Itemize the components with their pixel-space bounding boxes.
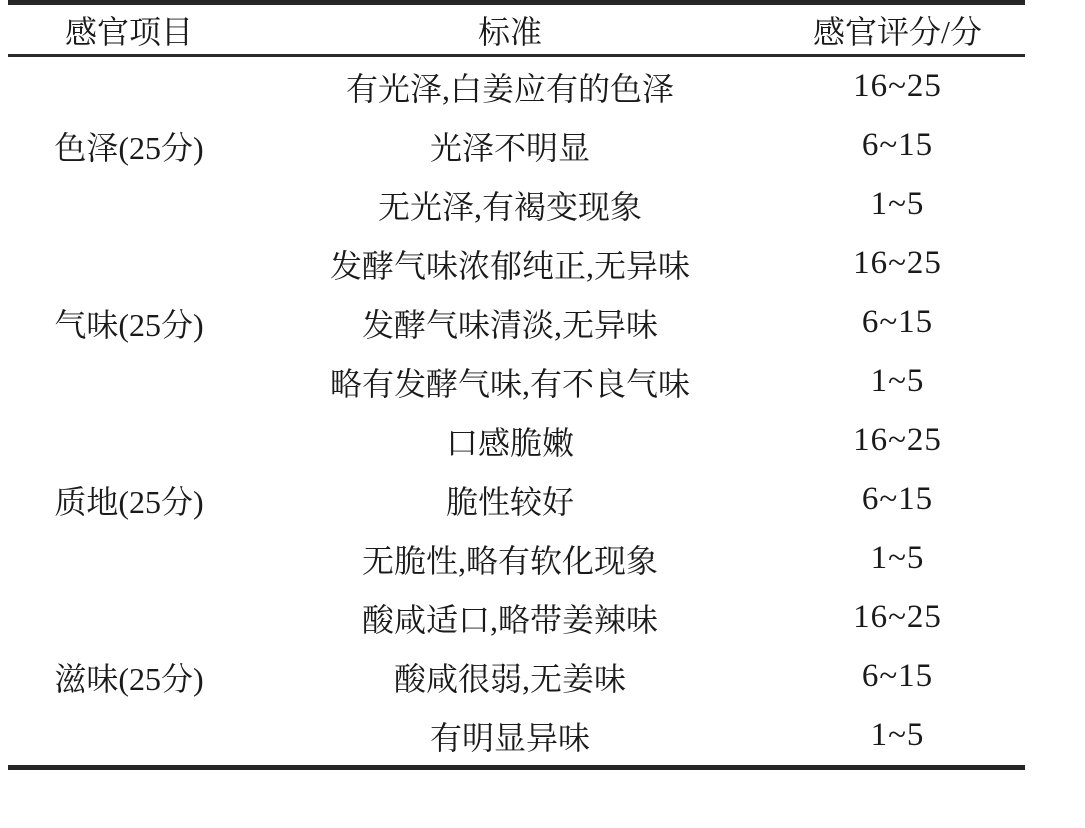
score-cell: 16~25	[853, 245, 942, 281]
standard-cell: 无脆性,略有软化现象	[361, 542, 658, 579]
score-cell: 1~5	[870, 363, 925, 399]
sensory-evaluation-table	[8, 0, 1025, 770]
score-cell: 16~25	[853, 68, 942, 104]
standard-cell: 无光泽,有褐变现象	[377, 188, 642, 225]
header-standard: 标准	[250, 3, 770, 56]
standard-cell: 口感脆嫩	[445, 424, 574, 461]
standard-cell: 发酵气味浓郁纯正,无异味	[329, 247, 690, 284]
score-cell: 1~5	[870, 186, 925, 222]
table-row	[8, 56, 1025, 117]
table-row	[8, 588, 1025, 647]
score-cell: 1~5	[870, 717, 925, 753]
group-label-texture: 质地(25分)	[54, 483, 204, 520]
score-cell: 6~15	[861, 658, 934, 694]
table-row	[8, 234, 1025, 293]
standard-cell: 略有发酵气味,有不良气味	[329, 365, 690, 402]
standard-cell: 发酵气味清淡,无异味	[361, 306, 658, 343]
score-cell: 16~25	[853, 422, 942, 458]
header-sensory-item: 感官项目	[8, 3, 250, 56]
standard-cell: 脆性较好	[445, 483, 574, 520]
score-cell: 16~25	[853, 599, 942, 635]
header-row	[8, 3, 1025, 56]
score-cell: 6~15	[861, 127, 934, 163]
standard-cell: 酸咸很弱,无姜味	[393, 660, 626, 697]
standard-cell: 有光泽,白姜应有的色泽	[345, 70, 674, 107]
standard-cell: 酸咸适口,略带姜辣味	[361, 601, 658, 638]
group-label-odor: 气味(25分)	[54, 306, 204, 343]
group-label-taste: 滋味(25分)	[54, 660, 204, 697]
score-cell: 6~15	[861, 304, 934, 340]
standard-cell: 光泽不明显	[429, 129, 590, 166]
header-score: 感官评分/分	[770, 3, 1025, 56]
table-row	[8, 411, 1025, 470]
score-cell: 1~5	[870, 540, 925, 576]
score-cell: 6~15	[861, 481, 934, 517]
standard-cell: 有明显异味	[429, 719, 590, 756]
group-label-color: 色泽(25分)	[54, 129, 204, 166]
